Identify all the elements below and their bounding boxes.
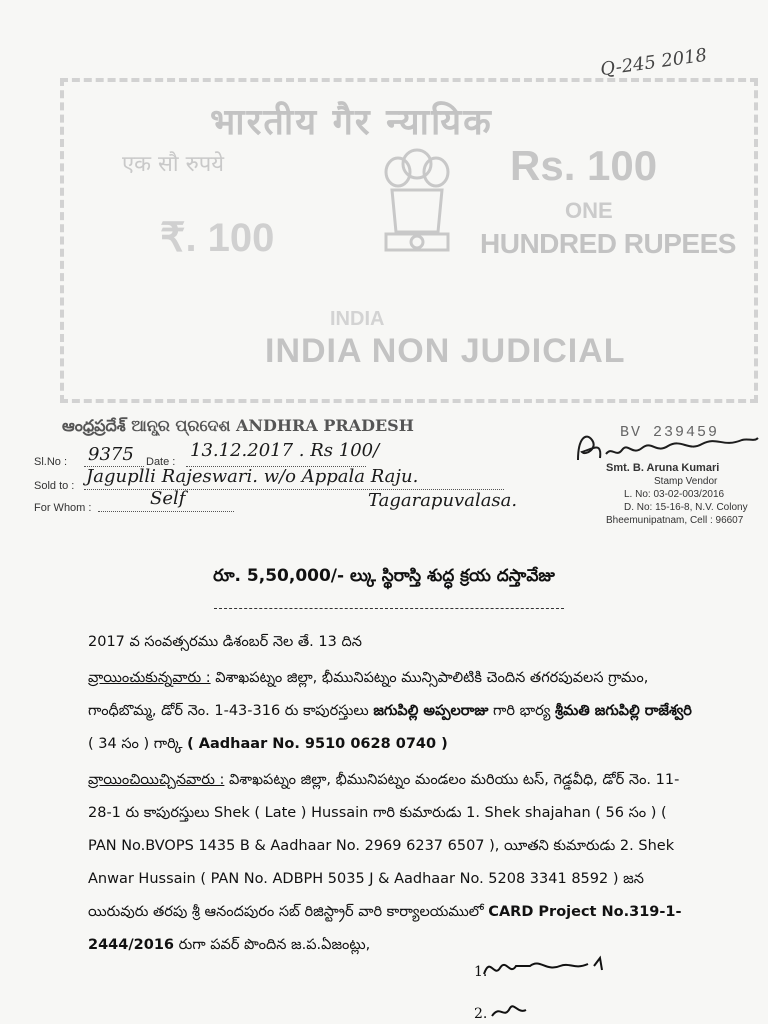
for-whom-line bbox=[98, 511, 234, 512]
vendor-license: L. No: 03-02-003/2016 bbox=[624, 489, 725, 500]
serial-no-value: 9375 bbox=[88, 444, 134, 465]
date-label: Date : bbox=[146, 456, 176, 468]
state-line: ఆంధ్రప్రదేశ్ ଆନ୍ଧ୍ର ପ୍ରଦେଶ ANDHRA PRADESH bbox=[62, 416, 414, 435]
buyer-text-1: విశాఖపట్నం జిల్లా, భీమునిపట్నం మున్సిపాలిటికి చెందిన తగరపువలస గ్రామం, గాంధీబొమ్మ, డోర్ నెం. 1-43-316 రు కాపురస్తులు bbox=[88, 670, 649, 719]
vendor-role: Stamp Vendor bbox=[654, 476, 718, 487]
stamp-header-hindi: भारतीय गैर न्यायिक bbox=[210, 101, 493, 143]
date-text: 2017 వ సంవత్సరము డిశంబర్ నెల తే. 13 దిన bbox=[88, 634, 362, 650]
sold-to-place: Tagarapuvalasa. bbox=[368, 490, 518, 511]
signature-mark-1: 1. bbox=[474, 964, 488, 980]
stamp-serial-number: BV 239459 bbox=[620, 424, 720, 441]
sold-to-label: Sold to : bbox=[34, 480, 75, 492]
vendor-name: Smt. B. Aruna Kumari bbox=[606, 462, 720, 474]
ashoka-emblem-icon bbox=[372, 142, 462, 282]
deed-title: రూ. 5,50,000/- ల్కు స్థిరాస్తి శుద్ధ క్రయ దస్తావేజు bbox=[213, 566, 555, 586]
stamp-india: INDIA bbox=[330, 308, 385, 330]
corner-handwritten-note: Q-245 2018 bbox=[599, 44, 709, 81]
deed-date-line bbox=[88, 626, 698, 659]
buyer-name: శ్రీమతి జగుపిల్లి రాజేశ్వరి bbox=[555, 703, 692, 719]
non-judicial-stamp bbox=[60, 70, 760, 410]
seller-label: వ్రాయించియిచ్చినవారు : bbox=[88, 772, 225, 788]
stamp-one: ONE bbox=[565, 198, 613, 223]
sold-to-value: Jaguplli Rajeswari. w/o Appala Raju. bbox=[86, 466, 419, 487]
party-signatures bbox=[470, 948, 620, 1024]
serial-no-label: Sl.No : bbox=[34, 456, 68, 468]
seller-paragraph bbox=[88, 764, 698, 962]
buyer-label: వ్రాయించుకున్నవారు : bbox=[88, 670, 211, 686]
date-value: 13.12.2017 . Rs 100/ bbox=[190, 440, 380, 461]
buyer-husband-name: జగుపిల్లి అప్పలరాజు bbox=[373, 703, 489, 719]
stamp-non-judicial: INDIA NON JUDICIAL bbox=[265, 332, 626, 370]
signature-mark-2: 2. bbox=[474, 1006, 488, 1022]
stamp-vendor-details bbox=[606, 462, 748, 527]
card-project-number: CARD Project No.319-1-2444/2016 bbox=[88, 904, 682, 953]
title-divider bbox=[214, 608, 564, 609]
for-whom-value: Self bbox=[150, 488, 186, 509]
buyer-paragraph bbox=[88, 662, 698, 761]
stamp-left-amount: ₹. 100 bbox=[160, 216, 275, 260]
buyer-aadhaar: ( Aadhaar No. 9510 0628 0740 ) bbox=[187, 736, 448, 752]
stamp-amount: Rs. 100 bbox=[510, 142, 658, 189]
buyer-text-2: గారి భార్య bbox=[488, 703, 556, 719]
vendor-door-no: D. No: 15-16-8, N.V. Colony bbox=[624, 502, 748, 513]
for-whom-label: For Whom : bbox=[34, 502, 92, 514]
buyer-text-3: ( 34 సం ) గార్కి bbox=[88, 736, 188, 752]
vendor-address: Bheemunipatnam, Cell : 96607 bbox=[606, 515, 744, 526]
seller-tail: రుగా పవర్ పొందిన జ.ప.ఏజంట్లు, bbox=[174, 937, 371, 953]
stamp-amount-words: HUNDRED RUPEES bbox=[480, 228, 736, 259]
seller-text: విశాఖపట్నం జిల్లా, భీమునిపట్నం మండలం మరియు టస్, గెడ్డవీధి, డోర్ నెం. 11-28-1 రు కాపురస్తులు Shek ( Late ) Hussain గారి కుమారుడు 1. Shek shajahan ( 56 సం ) ( PAN No.BVOPS 1435 B & Aadhaar No. 2969 6237 6507 ), యీతని కుమారుడు 2. Shek Anwar Hussain ( PAN No. ADBPH 5035 J & Aadhaar No. 5208 3341 8592 ) జన యిరువురు తరపు శ్రీ ఆనందపురం సబ్ రిజిస్ట్రార్ వారి కార్యాలయములో bbox=[88, 772, 680, 920]
stamp-sub-hindi: एक सौ रुपये bbox=[122, 152, 225, 177]
